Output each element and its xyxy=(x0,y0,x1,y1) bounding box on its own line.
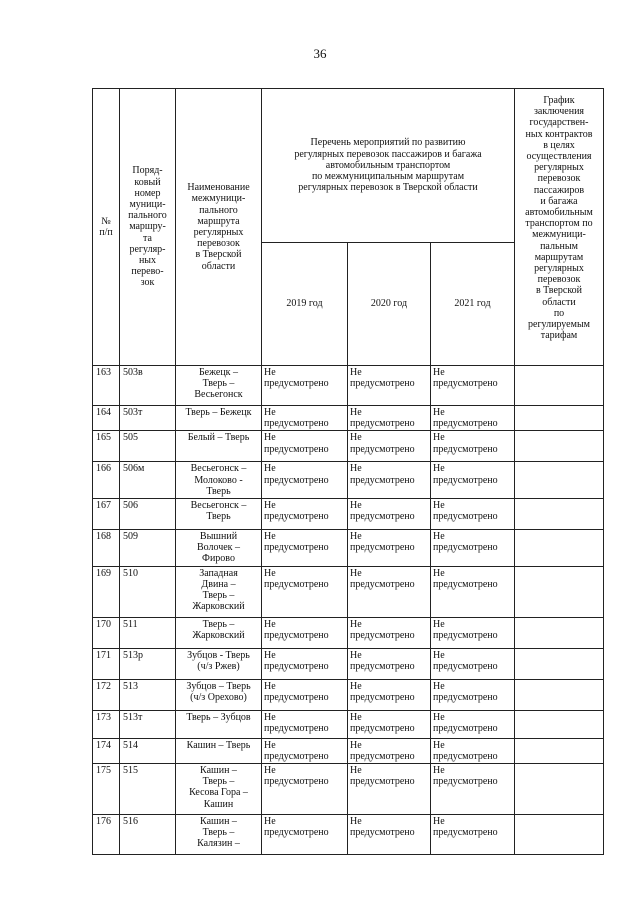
header-route-name: Наименование межмуници- пального маршрута регулярных перевозок в Тверской области xyxy=(176,89,262,366)
route-code: 510 xyxy=(120,566,176,617)
measure-2019: Не предусмотрено xyxy=(262,462,348,499)
row-num: 176 xyxy=(93,815,120,855)
measure-2020: Не предусмотрено xyxy=(348,499,431,530)
measure-2020: Не предусмотрено xyxy=(348,566,431,617)
row-num: 175 xyxy=(93,764,120,815)
measure-2020: Не предусмотрено xyxy=(348,366,431,406)
measure-2021: Не предусмотрено xyxy=(431,679,515,710)
route-name: Весьегонск – Молоково - Тверь xyxy=(176,462,262,499)
measure-2019: Не предусмотрено xyxy=(262,530,348,567)
measure-2019: Не предусмотрено xyxy=(262,764,348,815)
row-num: 164 xyxy=(93,406,120,431)
table-row xyxy=(93,710,604,738)
table-row xyxy=(93,499,604,530)
measure-2020: Не предусмотрено xyxy=(348,648,431,679)
route-name: Западная Двина – Тверь – Жарковский xyxy=(176,566,262,617)
row-num: 171 xyxy=(93,648,120,679)
table-body xyxy=(93,366,604,855)
measure-2021: Не предусмотрено xyxy=(431,406,515,431)
measure-2019: Не предусмотрено xyxy=(262,710,348,738)
schedule-cell xyxy=(515,648,604,679)
measure-2019: Не предусмотрено xyxy=(262,566,348,617)
measure-2021: Не предусмотрено xyxy=(431,710,515,738)
header-year-2020: 2020 год xyxy=(348,243,431,366)
table-row xyxy=(93,738,604,763)
measure-2021: Не предусмотрено xyxy=(431,648,515,679)
route-name: Кашин – Тверь – Калязин – xyxy=(176,815,262,855)
row-num: 165 xyxy=(93,431,120,462)
schedule-cell xyxy=(515,815,604,855)
table-row xyxy=(93,462,604,499)
route-code: 503т xyxy=(120,406,176,431)
table-row xyxy=(93,679,604,710)
row-num: 169 xyxy=(93,566,120,617)
route-name: Кашин – Тверь – Кесова Гора – Кашин xyxy=(176,764,262,815)
table-row xyxy=(93,566,604,617)
route-code: 506 xyxy=(120,499,176,530)
route-code: 506м xyxy=(120,462,176,499)
measure-2020: Не предусмотрено xyxy=(348,679,431,710)
measure-2021: Не предусмотрено xyxy=(431,499,515,530)
row-num: 173 xyxy=(93,710,120,738)
route-name: Кашин – Тверь xyxy=(176,738,262,763)
measure-2021: Не предусмотрено xyxy=(431,431,515,462)
schedule-cell xyxy=(515,499,604,530)
table-row xyxy=(93,530,604,567)
schedule-cell xyxy=(515,710,604,738)
schedule-cell xyxy=(515,366,604,406)
route-name: Тверь – Бежецк xyxy=(176,406,262,431)
table-row xyxy=(93,406,604,431)
schedule-cell xyxy=(515,764,604,815)
route-code: 516 xyxy=(120,815,176,855)
schedule-cell xyxy=(515,462,604,499)
measure-2021: Не предусмотрено xyxy=(431,530,515,567)
schedule-cell xyxy=(515,530,604,567)
route-code: 505 xyxy=(120,431,176,462)
route-name: Весьегонск – Тверь xyxy=(176,499,262,530)
measure-2020: Не предусмотрено xyxy=(348,530,431,567)
route-name: Вышний Волочек – Фирово xyxy=(176,530,262,567)
schedule-cell xyxy=(515,617,604,648)
measure-2019: Не предусмотрено xyxy=(262,738,348,763)
route-name: Тверь – Жарковский xyxy=(176,617,262,648)
measure-2019: Не предусмотрено xyxy=(262,617,348,648)
header-schedule: График заключения государствен- ных контрактов в целях осуществления регулярных перевозок пассажиров и багажа автомобильным транспортом по межмуници- пальным маршрутам регулярных перевозок в Тверской области по регулируемым тарифам xyxy=(515,89,604,366)
routes-table xyxy=(92,88,604,855)
route-name: Белый – Тверь xyxy=(176,431,262,462)
measure-2019: Не предусмотрено xyxy=(262,648,348,679)
schedule-cell xyxy=(515,406,604,431)
route-code: 503в xyxy=(120,366,176,406)
measure-2020: Не предусмотрено xyxy=(348,738,431,763)
route-name: Зубцов - Тверь (ч/з Ржев) xyxy=(176,648,262,679)
route-code: 515 xyxy=(120,764,176,815)
schedule-cell xyxy=(515,738,604,763)
measure-2021: Не предусмотрено xyxy=(431,764,515,815)
route-code: 513р xyxy=(120,648,176,679)
route-code: 509 xyxy=(120,530,176,567)
measure-2021: Не предусмотрено xyxy=(431,462,515,499)
row-num: 168 xyxy=(93,530,120,567)
schedule-cell xyxy=(515,679,604,710)
row-num: 172 xyxy=(93,679,120,710)
measure-2020: Не предусмотрено xyxy=(348,431,431,462)
route-name: Бежецк – Тверь – Весьегонск xyxy=(176,366,262,406)
table-row xyxy=(93,366,604,406)
measure-2020: Не предусмотрено xyxy=(348,617,431,648)
table-row xyxy=(93,648,604,679)
header-row xyxy=(93,89,604,243)
measure-2020: Не предусмотрено xyxy=(348,406,431,431)
route-code: 513т xyxy=(120,710,176,738)
measure-2021: Не предусмотрено xyxy=(431,738,515,763)
table-row xyxy=(93,617,604,648)
header-year-2019: 2019 год xyxy=(262,243,348,366)
route-code: 513 xyxy=(120,679,176,710)
route-name: Тверь – Зубцов xyxy=(176,710,262,738)
row-num: 174 xyxy=(93,738,120,763)
measure-2020: Не предусмотрено xyxy=(348,764,431,815)
measure-2020: Не предусмотрено xyxy=(348,710,431,738)
measure-2021: Не предусмотрено xyxy=(431,366,515,406)
header-route-number: Поряд- ковый номер муници- пального маршру- та регуляр- ных перево- зок xyxy=(120,89,176,366)
header-year-2021: 2021 год xyxy=(431,243,515,366)
measure-2020: Не предусмотрено xyxy=(348,462,431,499)
schedule-cell xyxy=(515,431,604,462)
measure-2019: Не предусмотрено xyxy=(262,431,348,462)
row-num: 166 xyxy=(93,462,120,499)
header-num: № п/п xyxy=(93,89,120,366)
route-code: 511 xyxy=(120,617,176,648)
row-num: 167 xyxy=(93,499,120,530)
measure-2019: Не предусмотрено xyxy=(262,499,348,530)
route-name: Зубцов – Тверь (ч/з Орехово) xyxy=(176,679,262,710)
measure-2019: Не предусмотрено xyxy=(262,679,348,710)
measure-2020: Не предусмотрено xyxy=(348,815,431,855)
table-row xyxy=(93,431,604,462)
measure-2019: Не предусмотрено xyxy=(262,406,348,431)
table-row xyxy=(93,764,604,815)
table-row xyxy=(93,815,604,855)
measure-2021: Не предусмотрено xyxy=(431,566,515,617)
measure-2021: Не предусмотрено xyxy=(431,617,515,648)
header-measures-title: Перечень мероприятий по развитию регулярных перевозок пассажиров и багажа автомобильным транспортом по межмуниципальным маршрутам регулярных перевозок в Тверской области xyxy=(262,89,515,243)
row-num: 163 xyxy=(93,366,120,406)
measure-2019: Не предусмотрено xyxy=(262,366,348,406)
schedule-cell xyxy=(515,566,604,617)
measure-2021: Не предусмотрено xyxy=(431,815,515,855)
route-code: 514 xyxy=(120,738,176,763)
measure-2019: Не предусмотрено xyxy=(262,815,348,855)
row-num: 170 xyxy=(93,617,120,648)
page-number: 36 xyxy=(313,46,327,61)
